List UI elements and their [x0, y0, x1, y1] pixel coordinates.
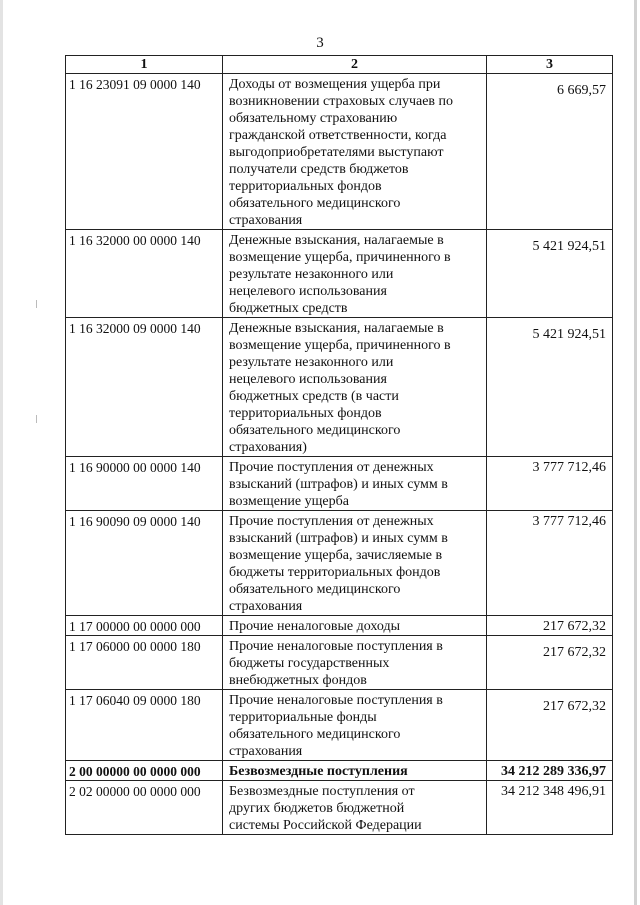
- scan-edge-left: [0, 0, 3, 905]
- revenue-name-cell: [223, 690, 487, 761]
- amount-cell: 217 672,32: [487, 636, 613, 690]
- budget-revenue-table: [65, 55, 613, 835]
- revenue-name-line: бюджеты территориальных фондов: [229, 565, 441, 580]
- revenue-name-line: взысканий (штрафов) и иных сумм в: [229, 477, 448, 492]
- revenue-name-line: возмещение ущерба: [229, 494, 349, 509]
- table-row: [66, 781, 613, 835]
- revenue-name-line: выгодоприобретателями выступают: [229, 145, 444, 160]
- table-row: [66, 457, 613, 511]
- revenue-name-line: страхования): [229, 440, 307, 455]
- amount-cell: 3 777 712,46: [487, 457, 613, 511]
- budget-code-cell: 1 17 06040 09 0000 180: [66, 690, 223, 761]
- amount-cell: 5 421 924,51: [487, 230, 613, 318]
- revenue-name-line: получатели средств бюджетов: [229, 162, 409, 177]
- budget-code-cell: 1 17 06000 00 0000 180: [66, 636, 223, 690]
- revenue-name-line: бюджетных средств (в части: [229, 389, 399, 404]
- budget-code-cell: 1 16 90090 09 0000 140: [66, 511, 223, 616]
- table-row: [66, 511, 613, 616]
- revenue-name-line: Прочие поступления от денежных: [229, 514, 434, 529]
- amount-cell: 6 669,57: [487, 74, 613, 230]
- revenue-name-line: бюджеты государственных: [229, 656, 390, 671]
- revenue-name-line: гражданской ответственности, когда: [229, 128, 447, 143]
- column-header-name: 2: [223, 56, 487, 74]
- scan-edge-right: [634, 0, 637, 905]
- revenue-name-line: нецелевого использования: [229, 372, 387, 387]
- revenue-name-line: Безвозмездные поступления: [229, 764, 408, 779]
- table-header-row: [66, 56, 613, 74]
- table-row: [66, 761, 613, 781]
- revenue-name-cell: [223, 616, 487, 636]
- scan-margin-mark: [36, 300, 37, 308]
- budget-code-cell: 1 16 90000 00 0000 140: [66, 457, 223, 511]
- table-row: [66, 74, 613, 230]
- revenue-name-line: Денежные взыскания, налагаемые в: [229, 233, 444, 248]
- revenue-name-line: обязательного медицинского: [229, 727, 401, 742]
- budget-code-cell: 1 16 32000 00 0000 140: [66, 230, 223, 318]
- revenue-name-line: других бюджетов бюджетной: [229, 801, 405, 816]
- revenue-name-line: Денежные взыскания, налагаемые в: [229, 321, 444, 336]
- table-body: [66, 74, 613, 835]
- revenue-name-cell: [223, 781, 487, 835]
- revenue-name-cell: [223, 511, 487, 616]
- revenue-name-line: территориальных фондов: [229, 406, 382, 421]
- revenue-name-line: территориальные фонды: [229, 710, 377, 725]
- revenue-name-line: Доходы от возмещения ущерба при: [229, 77, 441, 92]
- amount-cell: 217 672,32: [487, 616, 613, 636]
- revenue-name-line: внебюджетных фондов: [229, 673, 367, 688]
- column-header-code: 1: [66, 56, 223, 74]
- budget-code-cell: 1 16 23091 09 0000 140: [66, 74, 223, 230]
- budget-code-cell: 2 00 00000 00 0000 000: [66, 761, 223, 781]
- amount-cell: 34 212 348 496,91: [487, 781, 613, 835]
- amount-cell: 3 777 712,46: [487, 511, 613, 616]
- revenue-name-cell: [223, 74, 487, 230]
- amount-cell: 34 212 289 336,97: [487, 761, 613, 781]
- column-header-amount: 3: [487, 56, 613, 74]
- revenue-name-line: Прочие неналоговые поступления в: [229, 639, 443, 654]
- revenue-name-line: Безвозмездные поступления от: [229, 784, 415, 799]
- revenue-name-line: обязательного медицинского: [229, 582, 401, 597]
- page-number: 3: [316, 35, 324, 51]
- amount-cell: 5 421 924,51: [487, 318, 613, 457]
- revenue-name-cell: [223, 318, 487, 457]
- revenue-name-line: системы Российской Федерации: [229, 818, 422, 833]
- amount-cell: 217 672,32: [487, 690, 613, 761]
- table-row: [66, 616, 613, 636]
- table-row: [66, 230, 613, 318]
- revenue-name-line: возмещение ущерба, зачисляемые в: [229, 548, 443, 563]
- revenue-name-cell: [223, 230, 487, 318]
- revenue-name-line: взысканий (штрафов) и иных сумм в: [229, 531, 448, 546]
- revenue-name-line: результате незаконного или: [229, 355, 394, 370]
- table-row: [66, 636, 613, 690]
- revenue-name-line: обязательного медицинского: [229, 196, 401, 211]
- budget-code-cell: 1 16 32000 09 0000 140: [66, 318, 223, 457]
- revenue-name-cell: [223, 761, 487, 781]
- revenue-name-line: обязательного медицинского: [229, 423, 401, 438]
- revenue-name-line: результате незаконного или: [229, 267, 394, 282]
- revenue-name-line: страхования: [229, 599, 303, 614]
- revenue-name-line: страхования: [229, 744, 303, 759]
- table-row: [66, 690, 613, 761]
- budget-code-cell: 1 17 00000 00 0000 000: [66, 616, 223, 636]
- revenue-name-line: нецелевого использования: [229, 284, 387, 299]
- revenue-name-line: страхования: [229, 213, 303, 228]
- revenue-name-line: возмещение ущерба, причиненного в: [229, 338, 451, 353]
- revenue-name-line: Прочие неналоговые доходы: [229, 619, 401, 634]
- revenue-name-line: Прочие поступления от денежных: [229, 460, 434, 475]
- revenue-name-line: Прочие неналоговые поступления в: [229, 693, 443, 708]
- budget-code-cell: 2 02 00000 00 0000 000: [66, 781, 223, 835]
- scan-margin-mark: [36, 415, 37, 423]
- revenue-name-line: возникновении страховых случаев по: [229, 94, 454, 109]
- revenue-name-line: бюджетных средств: [229, 301, 348, 316]
- revenue-name-cell: [223, 457, 487, 511]
- revenue-name-line: территориальных фондов: [229, 179, 382, 194]
- table-row: [66, 318, 613, 457]
- revenue-name-line: обязательному страхованию: [229, 111, 398, 126]
- revenue-name-line: возмещение ущерба, причиненного в: [229, 250, 451, 265]
- revenue-name-cell: [223, 636, 487, 690]
